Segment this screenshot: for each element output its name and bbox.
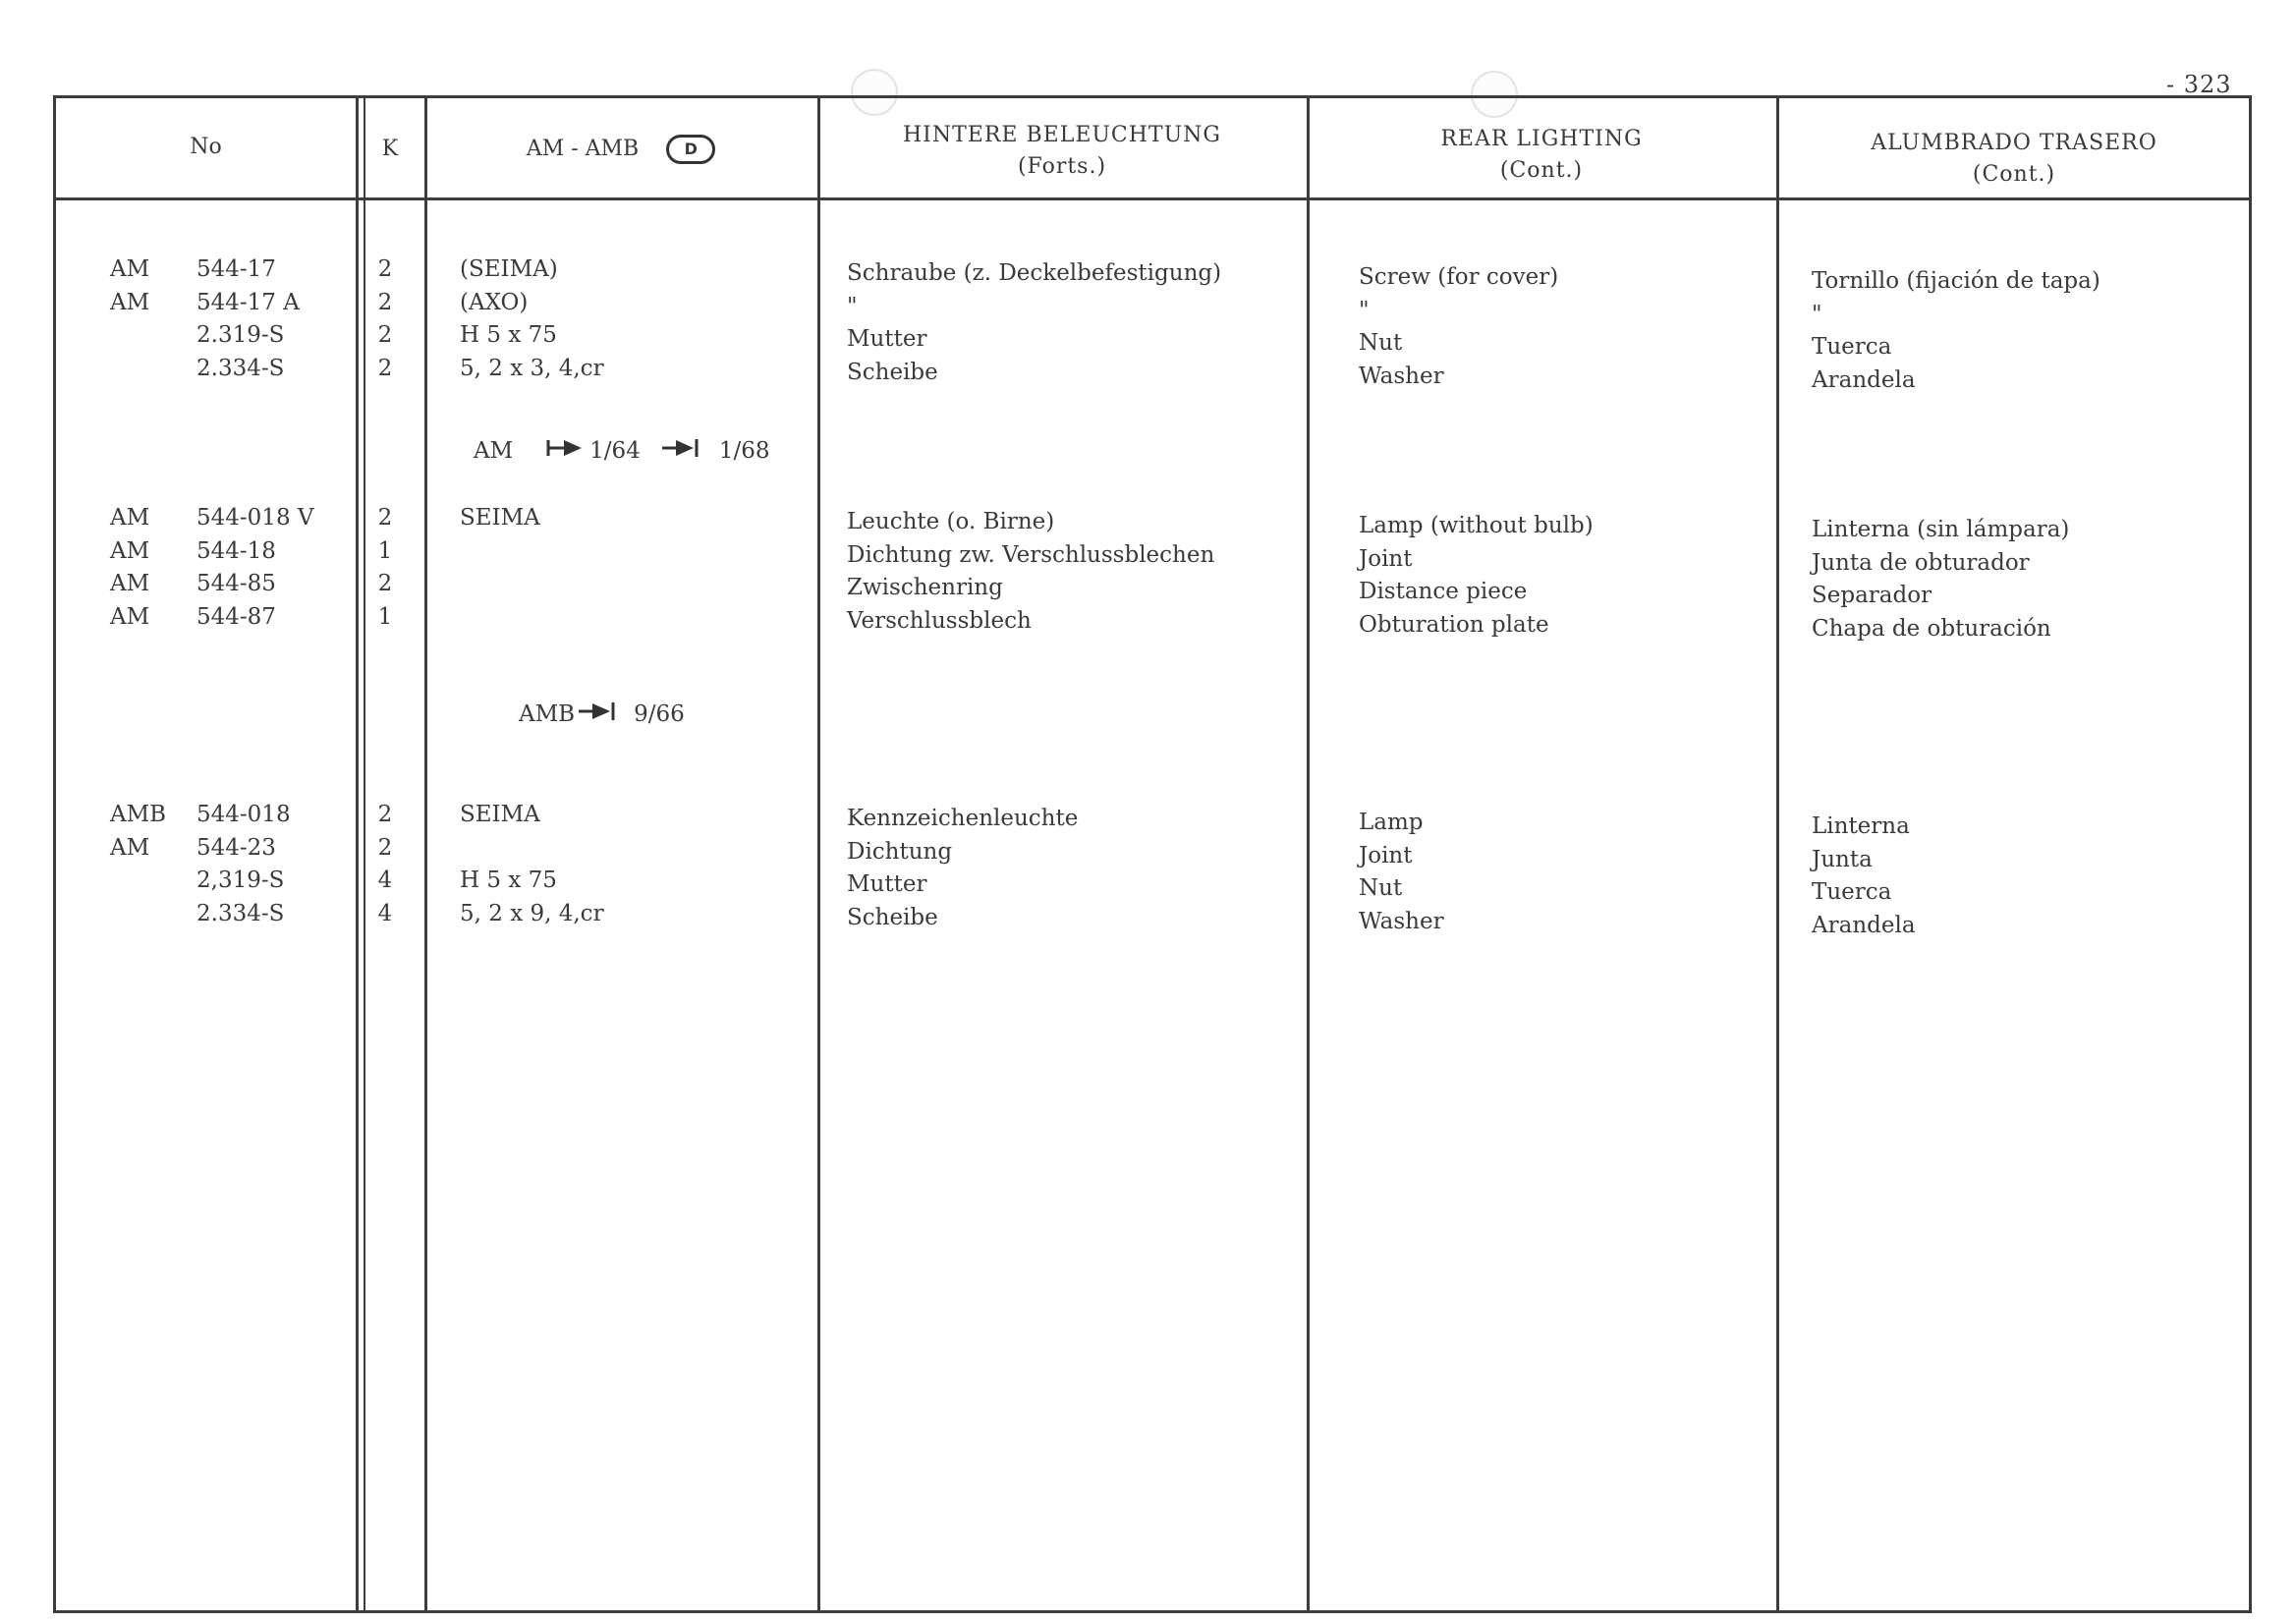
row-quantity: 2 [377, 256, 393, 282]
row-english: Lamp [1359, 810, 1424, 835]
row-german: " [847, 293, 858, 319]
header-german-title: HINTERE BELEUCHTUNG [903, 123, 1221, 147]
row-german: Scheibe [847, 904, 938, 930]
row-spanish: Linterna (sin lámpara) [1812, 517, 2070, 542]
row-spanish: Tuerca [1812, 334, 1892, 360]
note-to-date: 1/68 [718, 438, 770, 464]
row-part-number: 544-018 [196, 802, 291, 827]
row-quantity: 2 [377, 322, 393, 348]
column-divider [817, 98, 820, 1610]
row-part-number: 544-85 [196, 571, 276, 596]
header-k: K [381, 137, 399, 161]
row-part-number: 2.334-S [196, 900, 285, 926]
row-spanish: Arandela [1812, 366, 1916, 393]
note-from-date: 1/64 [589, 438, 641, 464]
row-german: Mutter [847, 326, 927, 352]
to-date-arrow-icon [579, 700, 616, 728]
row-english: Lamp (without bulb) [1359, 513, 1594, 538]
row-part-number: 544-87 [196, 603, 276, 630]
note-label: AMB [519, 701, 576, 727]
row-prefix: AM [110, 505, 150, 531]
header-german [817, 120, 1307, 183]
row-prefix: AM [110, 537, 150, 564]
row-english: Joint [1359, 545, 1413, 572]
note-to-date: 9/66 [634, 701, 685, 727]
row-prefix: AMB [110, 802, 167, 827]
row-quantity: 2 [377, 355, 393, 381]
column-divider [1307, 98, 1310, 1610]
row-spanish: Chapa de obturación [1812, 615, 2051, 642]
row-part-number: 2.319-S [196, 322, 285, 348]
row-english: Joint [1359, 842, 1413, 868]
page-number: - 323 [2166, 71, 2232, 98]
header-english-title: REAR LIGHTING [1440, 127, 1643, 151]
row-spanish: Junta de obturador [1812, 549, 2030, 576]
from-date-arrow-icon [546, 437, 584, 465]
row-spec: (SEIMA) [460, 256, 558, 282]
row-english: Screw (for cover) [1359, 264, 1559, 290]
row-german: Kennzeichenleuchte [847, 806, 1079, 831]
row-spanish: Tornillo (fijación de tapa) [1812, 268, 2100, 294]
header-english-sub: (Cont.) [1499, 158, 1584, 183]
header-spanish-title: ALUMBRADO TRASERO [1871, 131, 2157, 155]
row-english: Distance piece [1359, 579, 1528, 604]
parts-table [53, 95, 2252, 1613]
row-spec: 5, 2 x 3, 4,cr [460, 355, 604, 381]
row-german: Scheibe [847, 359, 938, 385]
row-part-number: 544-018 V [196, 505, 314, 531]
row-english: Obturation plate [1359, 611, 1549, 638]
row-part-number: 544-18 [196, 537, 276, 564]
row-quantity: 2 [377, 505, 393, 531]
header-model [424, 134, 817, 165]
row-english: Nut [1359, 875, 1403, 901]
row-prefix: AM [110, 571, 150, 596]
row-german: Verschlussblech [847, 607, 1032, 634]
row-german: Schraube (z. Deckelbefestigung) [847, 260, 1222, 286]
row-part-number: 544-17 [196, 256, 276, 282]
row-quantity: 2 [377, 802, 393, 827]
row-spec: 5, 2 x 9, 4,cr [460, 900, 604, 926]
header-no: No [190, 135, 222, 159]
row-english: Washer [1359, 363, 1444, 389]
date-note-amb [519, 700, 685, 728]
date-note-am [474, 437, 769, 465]
row-english: Washer [1359, 908, 1444, 934]
row-quantity: 4 [377, 868, 393, 893]
column-divider [356, 98, 365, 1610]
row-german: Mutter [847, 871, 927, 897]
row-spanish: Separador [1812, 583, 1932, 608]
header-spanish-sub: (Cont.) [1972, 162, 2056, 187]
row-quantity: 2 [377, 289, 393, 315]
header-english [1307, 124, 1776, 187]
row-quantity: 2 [377, 834, 393, 861]
row-spanish: Tuerca [1812, 879, 1892, 905]
row-part-number: 2.334-S [196, 355, 285, 381]
row-prefix: AM [110, 256, 150, 282]
row-spanish: Linterna [1812, 813, 1910, 839]
row-german: Leuchte (o. Birne) [847, 509, 1055, 534]
row-german: Dichtung zw. Verschlussblechen [847, 541, 1215, 568]
row-spanish: Arandela [1812, 912, 1916, 938]
row-german: Zwischenring [847, 575, 1003, 600]
row-quantity: 2 [377, 571, 393, 596]
row-part-number: 544-23 [196, 834, 276, 861]
row-spanish: " [1812, 301, 1822, 327]
header-rule [56, 197, 2249, 200]
header-model-label: AM - AMB [526, 137, 640, 161]
header-spanish [1776, 128, 2252, 191]
row-part-number: 544-17 A [196, 289, 300, 315]
row-spec: SEIMA [460, 505, 540, 531]
row-quantity: 4 [377, 900, 393, 926]
model-badge: D [666, 135, 715, 164]
row-quantity: 1 [377, 603, 393, 630]
row-part-number: 2,319-S [196, 868, 285, 893]
row-prefix: AM [110, 289, 150, 315]
header-german-sub: (Forts.) [1017, 154, 1107, 179]
to-date-arrow-icon [662, 437, 700, 465]
row-english: " [1359, 297, 1370, 323]
row-quantity: 1 [377, 537, 393, 564]
row-english: Nut [1359, 330, 1403, 356]
row-prefix: AM [110, 834, 150, 861]
row-spec: H 5 x 75 [460, 322, 557, 348]
column-divider [424, 98, 427, 1610]
note-label: AM [474, 438, 514, 464]
row-spec: H 5 x 75 [460, 868, 557, 893]
column-divider [1776, 98, 1779, 1610]
row-german: Dichtung [847, 838, 953, 865]
row-prefix: AM [110, 603, 150, 630]
row-spec: SEIMA [460, 802, 540, 827]
row-spanish: Junta [1812, 846, 1873, 872]
row-spec: (AXO) [460, 289, 529, 315]
